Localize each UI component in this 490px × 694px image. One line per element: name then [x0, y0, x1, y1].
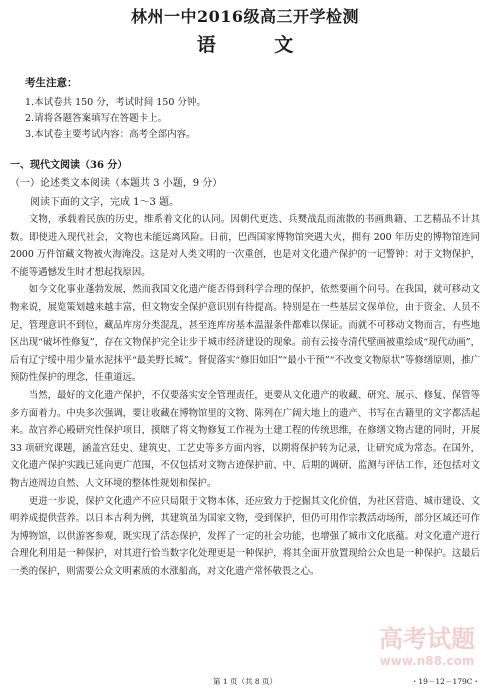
notice-item: 3.本试卷主要考试内容：高考全部内容。	[25, 129, 196, 140]
page-number: 第 1 页（共 8 页）	[212, 677, 278, 686]
passage	[10, 211, 480, 580]
subject-title: 语 文	[196, 34, 320, 56]
watermark-logo	[372, 615, 482, 673]
watermark-url: www.n88.com	[379, 654, 475, 668]
notice-heading: 考生注意：	[25, 77, 78, 89]
passage-paragraph: 更进一步说，保护文化遗产不应只局限于文物本体，还应致力于挖掘其文化价值，为社区营造、城市建设、文明养成提供营养。以日本古利为例，其建筑虽为国家文物，受到保护，但仍可用作宗教活动场所，部分区域还可作为博物馆，以供游客参观，既实现了活态保护，发挥了一定的社会功能，也增强了城市文化底蕴。对文化遗产进行合理化利用是一种保护，对其进行恰当数字化处理更是一种保护，将其全面开放置现给公众也是一种保护。这最后一类的保护，则需要公众文明素质的水涨船高，对文化遗产常怀敬畏之心。	[10, 495, 480, 577]
passage-paragraph: 文物，承载着民族的历史，维系着文化的认同。因朝代更迭、兵燹战乱而流散的书画典籍、工艺精品不计其数。即使进入现代社会，文物也未能远离风险。日前，巴西国家博物馆突遇大火，拥有 200 年历史的博物馆连同 2000 万件馆藏文物被火海淹没。这是对人类文明的一次重创，也是对文化遗产保护的一记警钟：对于文物保护，不能等遇憾发生时才想起找原因。	[10, 214, 480, 278]
passage-paragraph: 如今文化事业蓬勃发展，然而我国文化遗产能否得到科学合理的保护，依然要画个问号。在我国，就可移动文物来说，展览策划越来越丰富，但文物安全保护意识别有待提高。特别是在一些基层文保单位，由于资金、人员不足，管理意识不到位，藏品库房分类混乱，甚至连库房基本温湿条件都难以保证。而就不可移动文物而言，有些地区出现“破坏性修复”，存在文物保护完全让步于城市经济建设的现象。前有云接寺清代壁画被重绘成“现代动画”，后有辽宁绥中用少量水泥抹平“最美野长城”。督促落实“修旧如旧”“最小干预”“不改变文物原状”等修缮原则，推广预防性保护的理念，任重道远。	[10, 284, 480, 384]
notice-item: 2.请将各题答案填写在答题卡上。	[25, 113, 168, 124]
exam-code: ・19－12－179C・	[410, 677, 480, 686]
exam-title: 林州一中2016级高三开学检测	[130, 7, 360, 26]
section-title: 一、现代文阅读（36 分）	[10, 160, 128, 171]
passage-paragraph: 当然，最好的文化遗产保护，不仅要落实安全管理责任，更要从文化遗产的收藏、研究、展示、修复、保管等多方面着力。中央多次强调，要让收藏在博物馆里的文物、陈列在广阔大地上的遗产、书写在古籍里的文字都活起来。故宫养心殿研究性保护项目，摸瞎了将文物修复工作视为土建工程的传统思维，在修缮文物古建的同时，开展 33 项研究课题，涵盖宫廷史、建筑史、工艺史等多方面内容，以期将保护转为记录，让研究成为常态。在国外，文化遗产保护实践已延向更广范围，不仅包括对文物古迹保护前、中、后期的调研、监测与评估工作，还包括对文物古迹周边自然、人文环境的整体性规划和保护。	[10, 389, 480, 489]
reading-instruction: 阅读下面的文字，完成 1～3 题。	[30, 197, 180, 208]
watermark-brand: 高考试题	[379, 625, 475, 653]
subsection-title: （一）论述类文本阅读（本题共 3 小题，9 分）	[10, 178, 223, 189]
notice-item: 1.本试卷共 150 分，考试时间 150 分钟。	[25, 97, 206, 108]
candidate-notice	[25, 75, 465, 143]
